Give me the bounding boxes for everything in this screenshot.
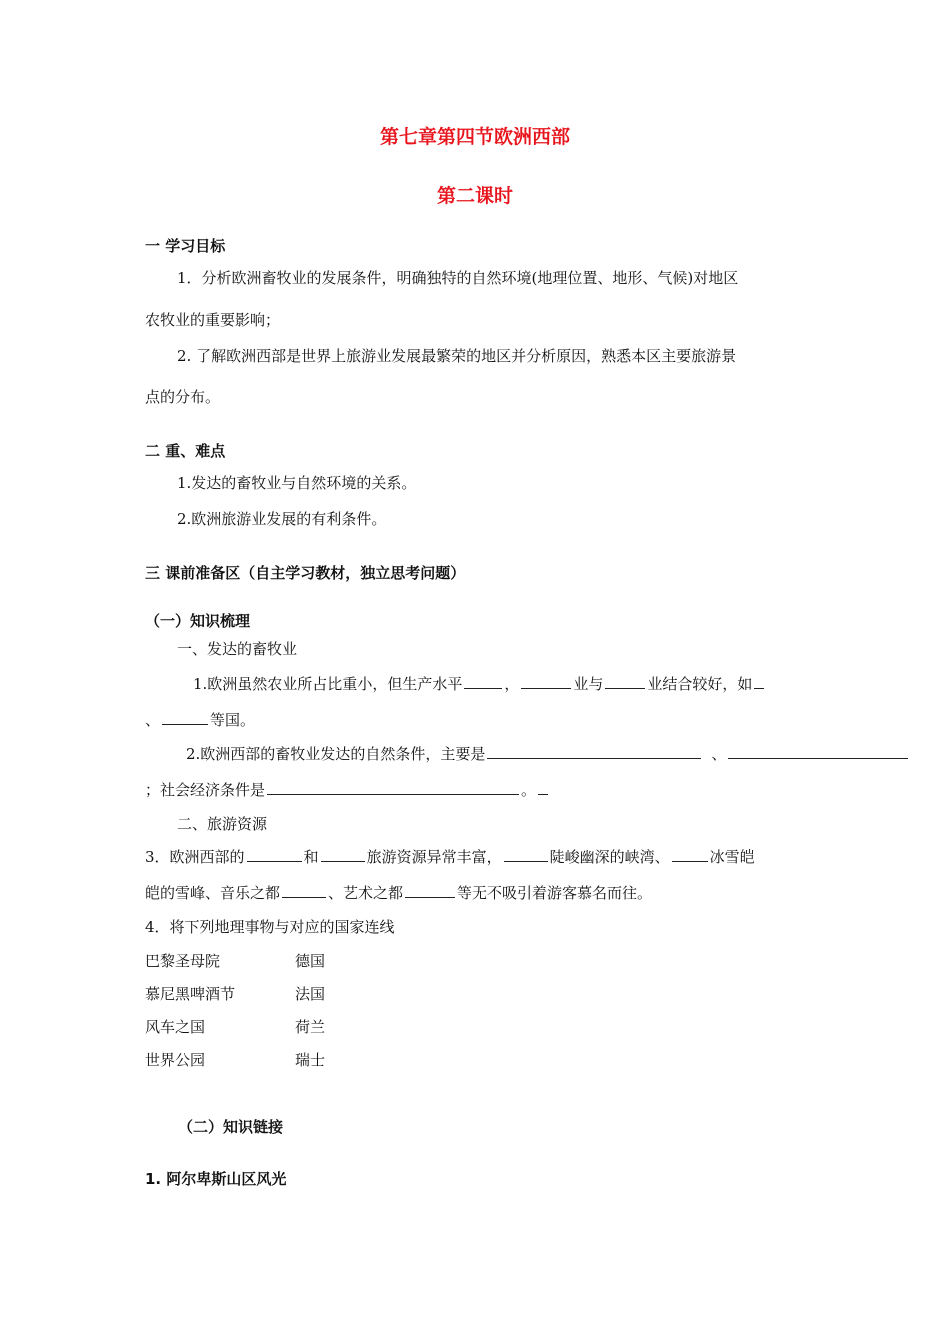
document-title: 第七章第四节欧洲西部: [379, 126, 570, 148]
blank-field[interactable]: [487, 743, 701, 759]
match-left-item: 风车之国: [145, 1018, 206, 1036]
blank-field[interactable]: [405, 882, 455, 898]
link-item-alps: 1. 阿尔卑斯山区风光: [145, 1170, 287, 1188]
goal-2-line-1: 2. 了解欧洲西部是世界上旅游业发展最繁荣的地区并分析原因，熟悉本区主要旅游景: [177, 347, 737, 365]
section-heading-goals: 一 学习目标: [145, 237, 226, 255]
subheading-knowledge-review: （一）知识梳理: [145, 612, 251, 630]
blank-field[interactable]: [521, 673, 571, 689]
question-4: 4．将下列地理事物与对应的国家连线: [145, 918, 395, 936]
match-right-item: 荷兰: [295, 1018, 326, 1036]
question-3-line-2: 皑的雪峰、音乐之都 、艺术之都 等无不吸引着游客慕名而往。: [145, 884, 653, 902]
question-1-line-1: 1.欧洲虽然农业所占比重小，但生产水平 ， 业与 业结合较好，如: [193, 673, 766, 694]
match-right-item: 瑞士: [295, 1051, 326, 1069]
blank-field[interactable]: [728, 743, 908, 759]
blank-field[interactable]: [321, 846, 365, 862]
key-point-2: 2.欧洲旅游业发展的有利条件。: [177, 510, 387, 528]
question-2-line-1: 2.欧洲西部的畜牧业发达的自然条件，主要是 、: [186, 743, 908, 764]
blank-field[interactable]: [504, 846, 548, 862]
question-3-line-1: 3．欧洲西部的 和 旅游资源异常丰富， 陡峻幽深的峡湾、 冰雪皑: [145, 848, 755, 866]
blank-field[interactable]: [247, 846, 302, 862]
goal-1-line-2: 农牧业的重要影响；: [145, 311, 281, 329]
blank-field[interactable]: [754, 673, 764, 689]
blank-field[interactable]: [162, 709, 208, 725]
blank-field[interactable]: [282, 882, 326, 898]
part-tourism-heading: 二、旅游资源: [177, 815, 268, 833]
match-right-item: 法国: [295, 985, 326, 1003]
section-heading-preparation: 三 课前准备区（自主学习教材，独立思考问题）: [145, 564, 466, 582]
match-left-item: 世界公园: [145, 1051, 206, 1069]
blank-field[interactable]: [267, 779, 519, 795]
blank-field[interactable]: [538, 779, 548, 795]
question-1-line-2: 、 等国。: [145, 711, 256, 729]
question-2-line-2: ；社会经济条件是 。: [145, 779, 550, 800]
match-left-item: 慕尼黑啤酒节: [145, 985, 236, 1003]
goal-1-line-1: 1．分析欧洲畜牧业的发展条件，明确独特的自然环境(地理位置、地形、气候)对地区: [177, 269, 739, 287]
blank-field[interactable]: [464, 673, 502, 689]
section-heading-key-points: 二 重、难点: [145, 442, 226, 460]
blank-field[interactable]: [672, 846, 708, 862]
document-subtitle: 第二课时: [436, 185, 513, 207]
match-right-item: 德国: [295, 952, 326, 970]
goal-2-line-2: 点的分布。: [145, 388, 221, 406]
part-livestock-heading: 一、发达的畜牧业: [177, 640, 298, 658]
blank-field[interactable]: [605, 673, 645, 689]
key-point-1: 1.发达的畜牧业与自然环境的关系。: [177, 474, 417, 492]
match-left-item: 巴黎圣母院: [145, 952, 221, 970]
subheading-knowledge-link: （二）知识链接: [178, 1118, 284, 1136]
